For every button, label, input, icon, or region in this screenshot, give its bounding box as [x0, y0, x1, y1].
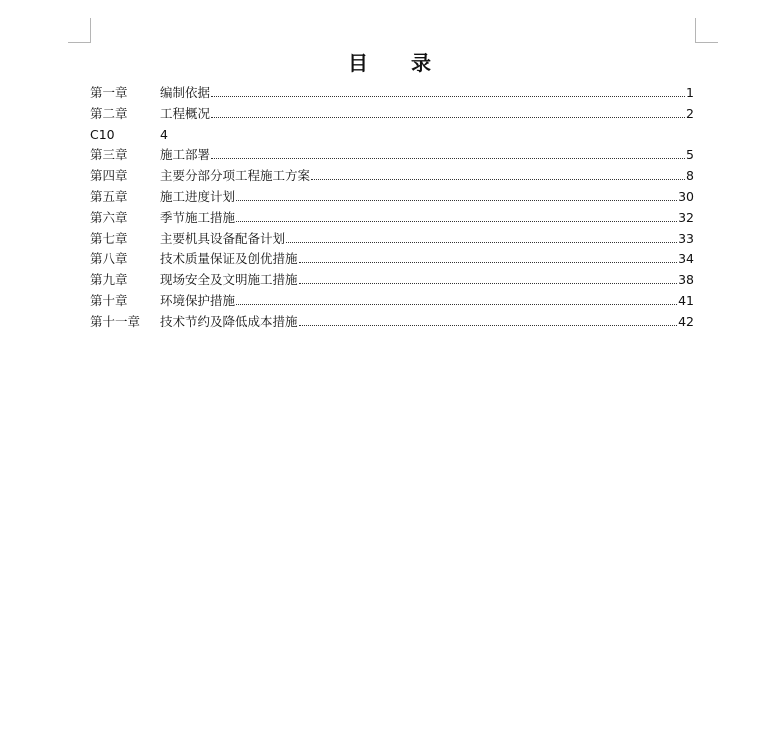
toc-entry-chapter: 第三章: [90, 147, 128, 163]
toc-entry[interactable]: [90, 125, 694, 146]
toc-entry[interactable]: [90, 83, 694, 104]
toc-entry-title: 4: [160, 126, 168, 142]
toc-entry-chapter: 第一章: [90, 85, 128, 100]
toc-title: 目 录: [348, 51, 449, 75]
toc-dot-leader: [211, 158, 685, 159]
toc-entry-page: 42: [678, 313, 694, 329]
toc-dot-leader: [211, 117, 685, 118]
toc-dot-leader: [211, 96, 685, 97]
toc-entry-title: 现场安全及文明施工措施: [160, 272, 298, 288]
toc-entry-chapter: 第四章: [90, 168, 128, 184]
toc-dot-leader: [236, 200, 677, 201]
toc-entry-page: 38: [678, 272, 694, 288]
toc-entry-page: 34: [678, 251, 694, 267]
toc-entry[interactable]: [90, 187, 694, 208]
toc-entry-chapter: 第五章: [90, 188, 128, 204]
table-of-contents: [90, 83, 694, 333]
toc-entry-title: 主要机具设备配备计划: [160, 230, 286, 246]
toc-entry-title: 季节施工措施: [160, 209, 236, 225]
toc-entry[interactable]: [90, 312, 694, 333]
toc-entry[interactable]: [90, 249, 694, 270]
toc-entry-page: 32: [678, 209, 694, 225]
toc-entry-chapter: 第九章: [90, 272, 128, 288]
toc-entry-page: 5: [686, 147, 694, 163]
toc-entry-title: 工程概况: [160, 105, 211, 121]
toc-entry-chapter: 第二章: [90, 105, 128, 121]
toc-entry[interactable]: [90, 229, 694, 250]
toc-entry-page: 1: [686, 85, 694, 100]
toc-entry-title: 技术质量保证及创优措施: [160, 251, 298, 267]
toc-entry[interactable]: [90, 145, 694, 166]
toc-entry-chapter: 第十章: [90, 292, 128, 308]
toc-entry[interactable]: [90, 104, 694, 125]
toc-entry[interactable]: [90, 270, 694, 291]
toc-dot-leader: [299, 325, 678, 326]
toc-dot-leader: [299, 262, 678, 263]
toc-dot-leader: [286, 242, 677, 243]
toc-entry[interactable]: [90, 291, 694, 312]
toc-entry-chapter: 第八章: [90, 251, 128, 267]
toc-dot-leader: [299, 283, 678, 284]
toc-entry-title: 环境保护措施: [160, 292, 236, 308]
toc-entry-chapter: 第七章: [90, 230, 128, 246]
toc-entry-title: 施工部署: [160, 147, 211, 163]
toc-entry-title: 主要分部分项工程施工方案: [160, 168, 311, 184]
toc-entry-page: 41: [678, 292, 694, 308]
toc-entry-page: 33: [678, 230, 694, 246]
toc-entry[interactable]: [90, 166, 694, 187]
page-corner-mark-top-right: [695, 18, 718, 43]
toc-dot-leader: [236, 221, 677, 222]
page-corner-mark-top-left: [68, 18, 91, 43]
toc-entry-page: 2: [686, 105, 694, 121]
toc-entry[interactable]: [90, 208, 694, 229]
toc-entry-title: 技术节约及降低成本措施: [160, 313, 298, 329]
toc-dot-leader: [236, 304, 677, 305]
toc-entry-page: 30: [678, 188, 694, 204]
toc-entry-page: 8: [686, 168, 694, 184]
toc-entry-chapter: C10: [90, 126, 115, 142]
toc-entry-title: 编制依据: [160, 85, 211, 100]
toc-entry-chapter: 第十一章: [90, 313, 141, 329]
toc-entry-chapter: 第六章: [90, 209, 128, 225]
toc-dot-leader: [311, 179, 685, 180]
toc-entry-title: 施工进度计划: [160, 188, 236, 204]
